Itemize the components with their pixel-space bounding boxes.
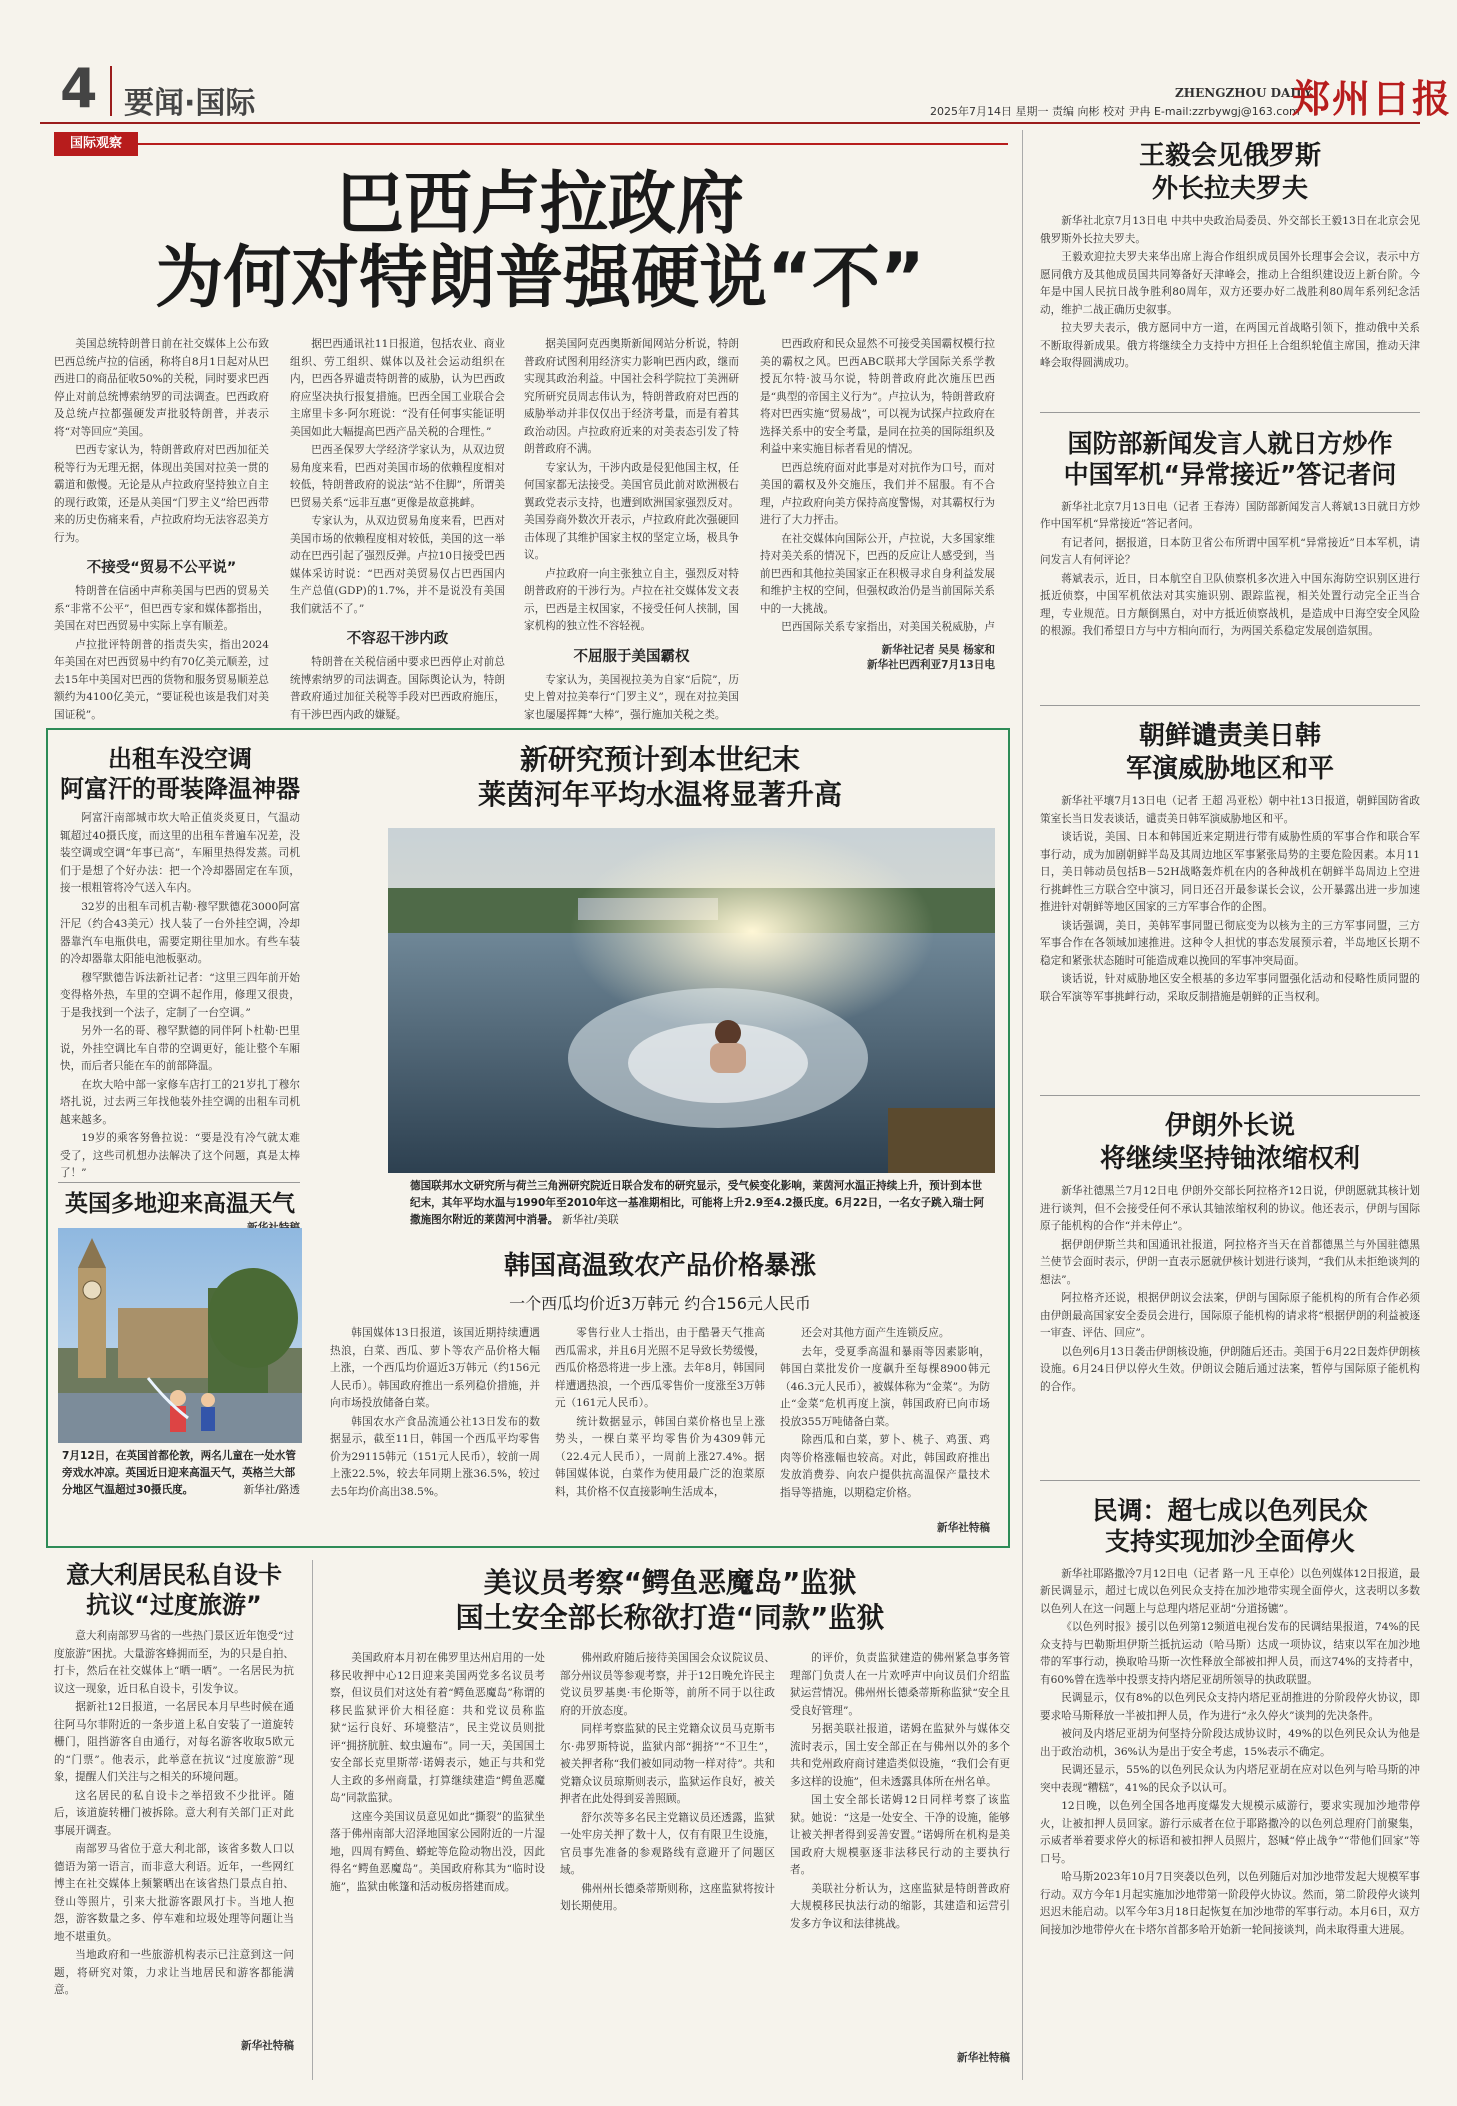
paragraph: 新华社耶路撒冷7月12日电（记者 路一凡 王卓伦）以色列媒体12日报道，最新民调显示，超过七成以色列民众支持在加沙地带实现全面停火，这表明以多数以色列人在这一问题上与总理内塔尼亚胡“分道扬镳”。 (1040, 1567, 1420, 1615)
paragraph: 国土安全部长诺姆12日同样考察了该监狱。她说：“这是一处安全、干净的设施，能够让被关押者得到妥善安置。”诺姆所在机构是美国政府大规模驱逐非法移民行动的主要执行者。 (790, 1794, 1010, 1876)
wangyi-article (1040, 140, 1420, 374)
defense-title-1: 国防部新闻发言人就日方炒作 (1067, 429, 1393, 458)
rhine-photo (388, 828, 995, 1173)
florida-title-1: 美议员考察“鳄鱼恶魔岛”监狱 (483, 1566, 857, 1599)
column-divider (312, 1560, 313, 2080)
florida-article (325, 1565, 1015, 1635)
header-divider (110, 66, 112, 116)
italy-title-2: 抗议“过度旅游” (86, 1591, 262, 1619)
defense-article (1040, 428, 1420, 642)
brazil-col3-text (524, 336, 739, 637)
paragraph: 据美国阿克西奥斯新闻网站分析说，特朗普政府试图利用经济实力影响巴西内政，继而实现其政治利益。中国社会科学院拉丁美洲研究所研究员周志伟认为，特朗普政府对巴西的威胁举动并非仅仅出于经济考量，而是有着其政治动因。卢拉政府近来的对美表态引发了特朗普政府不满。 (524, 338, 739, 455)
paragraph: 佛州政府随后接待美国国会众议院议员、部分州议员等参观考察，并于12日晚允许民主党议员罗基奥·韦伦斯等，前所不同于以往政府的开放态度。 (560, 1652, 775, 1717)
paragraph: 这名居民的私自设卡之举招致不少批评。随后，该道旋转栅门被拆除。意大利有关部门正对此事展开调查。 (54, 1789, 294, 1837)
paragraph: 民调显示，仅有8%的以色列民众支持内塔尼亚胡推进的分阶段停火协议，即要求哈马斯释放一半被扣押人员，作为进行“永久停火”谈判的先决条件。 (1040, 1692, 1420, 1722)
paragraph: 谈话强调，美日，美韩军事同盟已彻底变为以核为主的三方军事同盟，三方军事合作在各领域加速推进。这种令人担忧的事态发展预示着，半岛地区长期不稳定和紧张状态随时可能造成难以挽回的军事冲突局面。 (1040, 919, 1420, 967)
brazil-col1-text (54, 336, 269, 548)
florida-col1-text (330, 1650, 545, 2070)
paragraph: 巴西专家认为，特朗普政府对巴西加征关税等行为无理无据，体现出美国对拉美一贯的霸道和傲慢。无论是从卢拉政府坚持独立自主的现行政策，还是从美国“门罗主义”给巴西带来的历史伤痛来看，卢拉政府均无法容忍美方行为。 (54, 444, 269, 544)
paragraph: 去年，受夏季高温和暴雨等因素影响，韩国白菜批发价一度飙升至每棵8900韩元（46.3元人民币），被媒体称为“金菜”。为防止“金菜”危机再度上演，韩国政府已向市场投放355万吨储备白菜。 (780, 1345, 990, 1428)
korea-col-3 (780, 1325, 990, 1540)
paragraph: 据巴西通讯社11日报道，包括农业、商业组织、劳工组织、媒体以及社会运动组织在内，巴西各界谴责特朗普的威胁，认为巴西政府应坚决执行报复措施。巴西全国工业联合会主席里卡多·阿尔班说：“没有任何事实能证明美国如此大幅提高巴西产品关税的合理性。” (290, 338, 505, 438)
florida-col3-text (790, 1650, 1010, 2050)
florida-col2-text (560, 1650, 775, 2070)
uk-caption (62, 1448, 300, 1499)
dprk-body (1040, 793, 1420, 1007)
paragraph: 巴西总统府面对此事是对对抗作为口号，而对美国的霸权及外交施压，我们并不屈服。有不合理，卢拉政府向美方保持高度警惕，对其霸权行为进行了大力抨击。 (760, 461, 995, 526)
taxi-article (60, 744, 300, 1235)
paragraph: 专家认为，从双边贸易角度来看，巴西对美国市场的依赖程度相对较低，美国的这一举动在巴西引起了强烈反弹。卢拉10日接受巴西媒体采访时说：“巴西对美贸易仅占巴西国内生产总值(GDP)的1.7%，并不是说没有美国我们就活不了。” (290, 515, 505, 615)
uk-credit: 新华社/路透 (243, 1484, 300, 1496)
dprk-title-1: 朝鲜谴责美日韩 (1138, 721, 1321, 751)
paragraph: 专家认为，干涉内政是侵犯他国主权，任何国家都无法接受。美国官员此前对欧洲极右翼政党表示支持，也遭到欧洲国家强烈反对。美国券商外数次开表示，卢拉政府此次强硬回击体现了其维护国家主权的坚定立场，极具争议。 (524, 461, 739, 561)
london-photo-image (58, 1228, 302, 1443)
paragraph: 王毅欢迎拉夫罗夫来华出席上海合作组织成员国外长理事会会议，表示中方愿同俄方及其他成员国共同筹备好天津峰会，推动上合组织建设迈上新台阶。今年是中国人民抗日战争胜利80周年，双方还要办好二战胜利80周年系列纪念活动，维护二战正确历史叙事。 (1040, 251, 1420, 316)
defense-title-2: 中国军机“异常接近”答记者问 (1063, 460, 1397, 490)
paragraph: 南部罗马省位于意大利北部，该省多数人口以德语为第一语言，而非意大利语。近年，一些网红博主在社交媒体上频繁晒出在该省热门景点自拍、登山等照片，引来大批游客跟风打卡。当地人抱怨，游客数量之多、停车难和垃圾处理等问题让当地不堪重负。 (54, 1843, 294, 1943)
brazil-col2b-text (290, 654, 505, 725)
florida-sign: 新华社特稿 (957, 2052, 1010, 2064)
wangyi-body (1040, 213, 1420, 374)
paragraph: 巴西国际关系专家指出，对美国关税威胁，卢 (781, 621, 995, 633)
paragraph: 卢拉政府一向主张独立自主，强烈反对特朗普政府的干涉行为。卢拉在社交媒体发文表示，巴西是主权国家，不接受任何人挟制，国家机构的独立性不容轻视。 (524, 567, 739, 632)
email-text: E-mail:zzrbywgj@163.com (1153, 105, 1300, 118)
korea-col1-text (330, 1325, 540, 1540)
uk-caption-text: 7月12日，在英国首都伦敦，两名儿童在一处水管旁戏水冲凉。英国近日迎来高温天气，英格兰大部分地区气温超过30摄氏度。 (62, 1450, 296, 1496)
section-tag: 国际观察 (54, 132, 138, 156)
paragraph: 美国总统特朗普日前在社交媒体上公布致巴西总统卢拉的信函，称将自8月1日起对从巴西进口的商品征收50%的关税，同时要求巴西停止对前总统博索纳罗的司法调查。巴西政府及总统卢拉都强硬发声批驳特朗普，并表示将“对等回应”美国。 (54, 338, 269, 438)
florida-col-1 (330, 1650, 545, 2070)
poll-article (1040, 1495, 1420, 2086)
poll-body (1040, 1566, 1420, 2086)
paragraph: 韩国农水产食品流通公社13日发布的数据显示，截至11日，韩国一个西瓜平均零售价为29115韩元（151元人民币），较前一周上涨22.5%，较去年同期上涨36.5%，较过去5年均价高出38.5%。 (330, 1415, 540, 1498)
paragraph: 据伊朗伊斯兰共和国通讯社报道，阿拉格齐当天在首都德黑兰与外国驻德黑兰使节会面时表示，伊朗一直表示愿就伊核计划进行谈判，“我们从未拒绝谈判的想法”。 (1040, 1238, 1420, 1286)
paragraph: 32岁的出租车司机吉勒·穆罕默德花3000阿富汗尼（约合43美元）找人装了一台外挂空调，冷却器靠汽车电瓶供电，需要定期往里加水。有些车装的冷却器靠太阳能电池板驱动。 (60, 900, 300, 965)
newspaper-logo: 郑州日报 (1292, 76, 1453, 121)
brazil-subhead-2: 不容忍干涉内政 (346, 631, 449, 647)
divider (1040, 1095, 1420, 1096)
brazil-col1b-text (54, 583, 269, 725)
rhine-caption-text: 德国联邦水文研究所与荷兰三角洲研究院近日联合发布的研究显示，受气候变化影响，莱茵河水温正持续上升，预计到本世纪末，其年平均水温与1990年至2010年这一基准期相比，可能将上升2.9至4.2摄氏度。6月22日，一名女子跳入瑞士阿撒施图尔附近的莱茵河中消暑。 (410, 1180, 985, 1226)
florida-col-3 (790, 1650, 1010, 2070)
paragraph: 意大利南部罗马省的一些热门景区近年饱受“过度旅游”困扰。大量游客蜂拥而至，为的只是自拍、打卡，然后在社交媒体上“晒一晒”。一名居民为抗议这一现象，近日私自设卡，引发争议。 (54, 1630, 294, 1695)
brazil-title-2: 为何对特朗普强硬说“不” (155, 239, 925, 318)
brazil-sign-1: 新华社记者 吴昊 杨家和 (881, 644, 995, 656)
paragraph: 美国政府本月初在佛罗里达州启用的一处移民收押中心12日迎来美国两党多名议员考察，但议员们对这处有着“鳄鱼恶魔岛”称谓的移民监狱评价大相径庭：共和党议员称监狱“运行良好、环境整洁”，民主党议员则批评“拥挤肮脏、蚊虫遍布”。同一天，美国国土安全部长克里斯蒂·诺姆表示，她正与共和党人主政的多州商量，打算继续建造“鳄鱼恶魔岛”同款监狱。 (330, 1652, 545, 1804)
brazil-subhead-3: 不屈服于美国霸权 (573, 648, 690, 665)
divider (1040, 1480, 1420, 1481)
brazil-col4-text (760, 336, 995, 636)
paragraph: 哈马斯2023年10月7日突袭以色列，以色列随后对加沙地带发起大规模军事行动。双方今年1月起实施加沙地带第一阶段停火协议。然而，第二阶段停火谈判迟迟未能启动。以军今年3月18日起恢复在加沙地带的军事行动。本月6日，双方间接加沙地带停火在卡塔尔首都多哈开始新一轮间接谈判，尚未取得重大进展。 (1040, 1871, 1420, 1936)
paragraph: 12日晚，以色列全国各地再度爆发大规模示威游行，要求实现加沙地带停火，让被扣押人员回家。游行示威者在位于耶路撒冷的以色列总理府门前聚集，示威者举着要求停火的标语和被扣押人员照片，怒喊“停止战争”“带他们回家”等口号。 (1040, 1800, 1420, 1865)
wangyi-title-2: 外长拉夫罗夫 (1151, 173, 1308, 204)
divider (1040, 705, 1420, 706)
uk-photo (58, 1228, 302, 1443)
paragraph: 在社交媒体向国际公开，卢拉说，大多国家维持对美关系的情况下，巴西的反应让人感受到，当前巴西和其他拉美国家正在积极寻求自身利益发展和维护主权的空间，但强权政治仍是当前国际关系中的一大挑战。 (760, 532, 995, 615)
paragraph: 韩国媒体13日报道，该国近期持续遭遇热浪，白菜、西瓜、萝卜等农产品价格大幅上涨，一个西瓜均价逼近3万韩元（约156元人民币）。韩国政府推出一系列稳价措施，并向市场投放储备白菜。 (330, 1327, 540, 1409)
dprk-title-2: 军演威胁地区和平 (1125, 753, 1334, 784)
rhine-article (320, 742, 1000, 812)
brazil-sign-2: 新华社巴西利亚7月13日电 (866, 659, 995, 671)
defense-body (1040, 499, 1420, 642)
paragraph: 巴西圣保罗大学经济学家认为，从双边贸易角度来看，巴西对美国市场的依赖程度相对较低，特朗普政府的说法“站不住脚”，所谓美巴贸易关系“远非互惠”更像是故意挑衅。 (290, 444, 505, 509)
dprk-article (1040, 720, 1420, 1007)
taxi-title-2: 阿富汗的哥装降温神器 (60, 775, 300, 803)
brazil-col-2 (290, 336, 505, 721)
wangyi-title-1: 王毅会见俄罗斯 (1138, 141, 1321, 171)
daily-name-en: ZHENGZHOU DAILY (1175, 86, 1313, 100)
paragraph: 新华社北京7月13日电（记者 王春涛）国防部新闻发言人蒋斌13日就日方炒作中国军机“异常接近”答记者问。 (1040, 500, 1420, 530)
paragraph: 零售行业人士指出，由于酷暑天气推高西瓜需求，并且6月光照不足导致长势缓慢，西瓜价格恐将进一步上涨。去年8月，韩国同样遭遇热浪，一个西瓜零售价一度涨至3万韩元（161元人民币）。 (555, 1327, 765, 1409)
brazil-col-1 (54, 336, 269, 721)
divider (1040, 412, 1420, 413)
paragraph: 谈话说，美国、日本和韩国近来定期进行带有威胁性质的军事合作和联合军事行动，成为加剧朝鲜半岛及其周边地区军事紧张局势的主要危险因素。本月11日，美日韩动员包括B－52H战略轰炸机在内的各种战机在朝鲜半岛周边上空进行挑衅性三方联合空中演习，同日还召开最参谋长会议，公开暴露出进一步加速推进针对朝鲜等地区国家的三方军事合作的企图。 (1040, 831, 1420, 913)
date-line (930, 103, 1300, 119)
italy-sign: 新华社特稿 (241, 2040, 294, 2052)
paragraph: 另外一名的哥、穆罕默德的同伴阿卜杜勒·巴里说，外挂空调比车自带的空调更好，能让整个车厢快，而后者只能在车的前部降温。 (60, 1025, 300, 1072)
florida-title-2: 国土安全部长称欲打造“同款”监狱 (455, 1601, 885, 1634)
italy-body (54, 1628, 294, 2038)
paragraph: 卢拉批评特朗普的指责失实，指出2024年美国在对巴西贸易中约有70亿美元顺差，过去15年中美国对巴西的货物和服务贸易顺差总额约为4100亿美元，“要证税也该是我们对美国证税”。 (54, 638, 269, 721)
taxi-body (60, 810, 300, 1220)
tag-rule (138, 143, 1008, 145)
rhine-title-1: 新研究预计到本世纪末 (519, 743, 800, 776)
paragraph: 的评价，负责监狱建造的佛州紧急事务管理部门负责人在一片欢呼声中向议员们介绍监狱运营情况。佛州州长德桑蒂斯称监狱“安全且受良好管理”。 (790, 1652, 1010, 1717)
paragraph: 还会对其他方面产生连锁反应。 (801, 1327, 950, 1339)
paragraph: 19岁的乘客努鲁拉说：“要是没有冷气就太难受了，这些司机想办法解决了这个问题，真是太棒了！” (60, 1132, 300, 1179)
paragraph: 特朗普在信函中声称美国与巴西的贸易关系“非常不公平”，但巴西专家和媒体都指出，美国在对巴西贸易中实际上享有顺差。 (54, 585, 269, 632)
korea-subtitle: 一个西瓜均价近3万韩元 约合156元人民币 (509, 1293, 811, 1313)
paragraph: 阿富汗南部城市坎大哈正值炎炎夏日，气温动辄超过40摄氏度，而这里的出租车普遍车况差，没装空调或空调“年事已高”，车厢里热得发蒸。司机们于是想了个好办法：把一个冷却器固定在车顶，接一根粗管将冷气送入车内。 (60, 812, 300, 894)
paragraph: 同样考察监狱的民主党籍众议员马克斯韦尔·弗罗斯特说，监狱内部“拥挤”“不卫生”，被关押者称“我们被如同动物一样对待”。共和党籍众议员琼斯则表示，监狱运作良好，被关押者在此处得到妥善照顾。 (560, 1723, 775, 1805)
paragraph: 穆罕默德告诉法新社记者：“这里三四年前开始变得格外热，车里的空调不起作用，修理又很贵，于是我找到一个法子，定制了一台空调。” (60, 971, 300, 1019)
italy-title-1: 意大利居民私自设卡 (66, 1561, 282, 1589)
paragraph: 新华社德黑兰7月12日电 伊朗外交部长阿拉格齐12日说，伊朗愿就其核计划进行谈判，但不会接受任何不承认其铀浓缩权利的协议。他还表示，伊朗与国际原子能机构的合作“并未停止”。 (1040, 1185, 1420, 1232)
brazil-col-4 (760, 336, 995, 686)
taxi-title-1: 出租车没空调 (108, 745, 252, 773)
paragraph: 阿拉格齐还说，根据伊朗议会法案，伊朗与国际原子能机构的所有合作必须由伊朗最高国家安全委员会进行，国际原子能机构的请求将“根据伊朗的利益被逐一审查、评估、回应”。 (1040, 1292, 1420, 1339)
paragraph: 以色列6月13日袭击伊朗核设施，伊朗随后还击。美国于6月22日轰炸伊朗核设施。6月24日伊以停火生效。伊朗议会随后通过法案，暂停与国际原子能机构的合作。 (1040, 1345, 1420, 1393)
brazil-title-1: 巴西卢拉政府 (335, 165, 744, 244)
florida-col-2 (560, 1650, 775, 2070)
paragraph: 据新社12日报道，一名居民本月早些时候在通往阿马尔菲附近的一条步道上私自安装了一道旋转栅门，阻挡游客自由通行，对每名游客收取5欧元的“门票”。他表示，此举意在抗议“过度旅游”现象，提醒人们关注与之相关的环境问题。 (54, 1701, 294, 1783)
paragraph: 这座今美国议员意见如此“撕裂”的监狱坐落于佛州南部大沼泽地国家公园附近的一片湿地，四周有鳄鱼、蟒蛇等危险动物出没，因此得名“鳄鱼恶魔岛”。美国政府称其为“临时设施”，监狱由帐篷和活动板房搭建而成。 (330, 1810, 545, 1893)
header-rule (40, 122, 1420, 124)
divider (58, 1182, 300, 1183)
brazil-col2-text (290, 336, 505, 619)
paragraph: 蒋斌表示，近日，日本航空自卫队侦察机多次进入中国东海防空识别区进行抵近侦察，中国军机依法对其实施识别、跟踪监视，相关处置行动完全正当合理，专业规范。日方颠倒黑白，对中方抵近侦察战机，是造成中日海空安全风险的根源。我们希望日方与中方相向而行，为两国关系稳定发展创造氛围。 (1040, 572, 1420, 637)
paragraph: 巴西政府和民众显然不可接受美国霸权模行拉美的霸权之风。巴西ABC联邦大学国际关系学教授瓦尔特·波马尔说，特朗普政府此次施压巴西是“典型的帝国主义行为”。卢拉认为，特朗普政府将对巴西实施“贸易战”，可以视为试探卢拉政府在选择关系中的安全考量，是同在拉美的国际组织及利益中来实施目标者看见的情况。 (760, 338, 995, 455)
brazil-col-3 (524, 336, 739, 721)
korea-article (320, 1250, 1000, 1314)
brazil-col3b-text (524, 672, 739, 726)
paragraph: 《以色列时报》援引以色列第12频道电视台发布的民调结果报道，74%的民众支持与巴勒斯坦伊斯兰抵抗运动（哈马斯）达成一项协议，结束以军在加沙地带的军事行动，换取哈马斯一次性释放全部被扣押人员，而这74%的支持者中，有60%曾在选举中投票支持内塔尼亚胡所领导的执政联盟。 (1040, 1621, 1420, 1686)
page-number: 4 (60, 57, 98, 120)
paragraph: 佛州州长德桑蒂斯则称，这座监狱将按计划长期使用。 (560, 1882, 775, 1912)
korea-col-2 (555, 1325, 765, 1540)
korea-col2-text (555, 1325, 765, 1540)
right-column-divider (1022, 130, 1023, 2080)
korea-col-1 (330, 1325, 540, 1540)
paragraph: 统计数据显示，韩国白菜价格也呈上涨势头，一棵白菜平均零售价为4309韩元（22.4元人民币），一周前上涨27.4%。据韩国媒体说，白菜作为使用最广泛的泡菜原料，其价格不仅直接影响生活成本， (555, 1415, 765, 1498)
uk-title: 英国多地迎来高温天气 (65, 1191, 295, 1217)
iran-title-2: 将继续坚持铀浓缩权利 (1099, 1143, 1360, 1174)
paragraph: 有记者问，据报道，日本防卫省公布所谓中国军机“异常接近”日本军机，请问发言人有何评论？ (1040, 536, 1420, 566)
rhine-photo-image (388, 828, 995, 1173)
korea-col3-text (780, 1325, 990, 1520)
poll-title-1: 民调：超七成以色列民众 (1092, 1496, 1368, 1525)
paragraph: 在坎大哈中部一家修车店打工的21岁扎丁穆尔塔扎说，过去两三年找他装外挂空调的出租车司机越来越多。 (60, 1078, 300, 1126)
korea-sign: 新华社特稿 (937, 1522, 990, 1534)
iran-article (1040, 1110, 1420, 1397)
paragraph: 民调还显示，55%的以色列民众认为内塔尼亚胡在应对以色列与哈马斯的冲突中表现“糟糕”，41%的民众予以认可。 (1040, 1764, 1420, 1794)
paragraph: 除西瓜和白菜，萝卜、桃子、鸡蛋、鸡肉等价格涨幅也较高。对此，韩国政府推出发放消费券、向农户提供抗高温保产量技术指导等措施，以期稳定价格。 (780, 1434, 990, 1499)
italy-article (54, 1560, 294, 2053)
paragraph: 新华社北京7月13日电 中共中央政治局委员、外交部长王毅13日在北京会见俄罗斯外长拉夫罗夫。 (1040, 215, 1420, 245)
brazil-subhead-1: 不接受“贸易不公平说” (86, 560, 237, 576)
section-title: 要闻·国际 (124, 86, 256, 121)
iran-body (1040, 1183, 1420, 1397)
date-text: 2025年7月14日 星期一 责编 向彬 校对 尹冉 (930, 105, 1151, 118)
rhine-title-2: 莱茵河年平均水温将显著升高 (477, 778, 842, 811)
rhine-caption (410, 1178, 990, 1229)
paragraph: 当地政府和一些旅游机构表示已注意到这一问题，将研究对策，力求让当地居民和游客都能满意。 (54, 1949, 294, 1996)
paragraph: 被问及内塔尼亚胡为何坚持分阶段达成协议时，49%的以色列民众认为他是出于政治动机，36%认为是出于安全考虑，15%表示不确定。 (1040, 1728, 1420, 1758)
paragraph: 专家认为，美国视拉美为自家“后院”，历史上曾对拉美奉行“门罗主义”，现在对拉美国家也屡屡挥舞“大棒”，强行施加关税之类。 (524, 673, 739, 721)
paragraph: 舒尔茨等多名民主党籍议员还透露，监狱一处牢房关押了数十人，仅有有限卫生设施，官员事先准备的参观路线有意避开了问题区域。 (560, 1811, 775, 1876)
korea-title: 韩国高温致农产品价格暴涨 (503, 1251, 816, 1281)
poll-title-2: 支持实现加沙全面停火 (1104, 1527, 1355, 1557)
iran-title-1: 伊朗外长说 (1164, 1111, 1295, 1141)
paragraph: 新华社平壤7月13日电（记者 王超 冯亚松）朝中社13日报道，朝鲜国防省政策室长当日发表谈话，谴责美日韩军演威胁地区和平。 (1040, 795, 1420, 825)
paragraph: 谈话说，针对威胁地区安全根基的多边军事同盟强化活动和侵略性质同盟的联合军演等军事挑衅行动，采取反制措施是朝鲜的正当权利。 (1040, 973, 1420, 1003)
rhine-credit: 新华社/美联 (562, 1214, 619, 1226)
paragraph: 拉夫罗夫表示，俄方愿同中方一道，在两国元首战略引领下，推动俄中关系不断取得新成果。俄方将继续全力支持中方担任上合组织轮值主席国，推动天津峰会取得圆满成功。 (1040, 322, 1420, 369)
paragraph: 美联社分析认为，这座监狱是特朗普政府大规模移民执法行动的缩影，其建造和运营引发多方争议和法律挑战。 (790, 1882, 1010, 1930)
paragraph: 特朗普在关税信函中要求巴西停止对前总统博索纳罗的司法调查。国际舆论认为，特朗普政府通过加征关税等手段对巴西政府施压，有干涉巴西内政的嫌疑。 (290, 656, 505, 721)
paragraph: 另据美联社报道，诺姆在监狱外与媒体交流时表示，国土安全部正在与佛州以外的多个共和党州政府商讨建造类似设施，“我们会有更多这样的设施”，但未透露具体所在州名单。 (790, 1723, 1010, 1788)
